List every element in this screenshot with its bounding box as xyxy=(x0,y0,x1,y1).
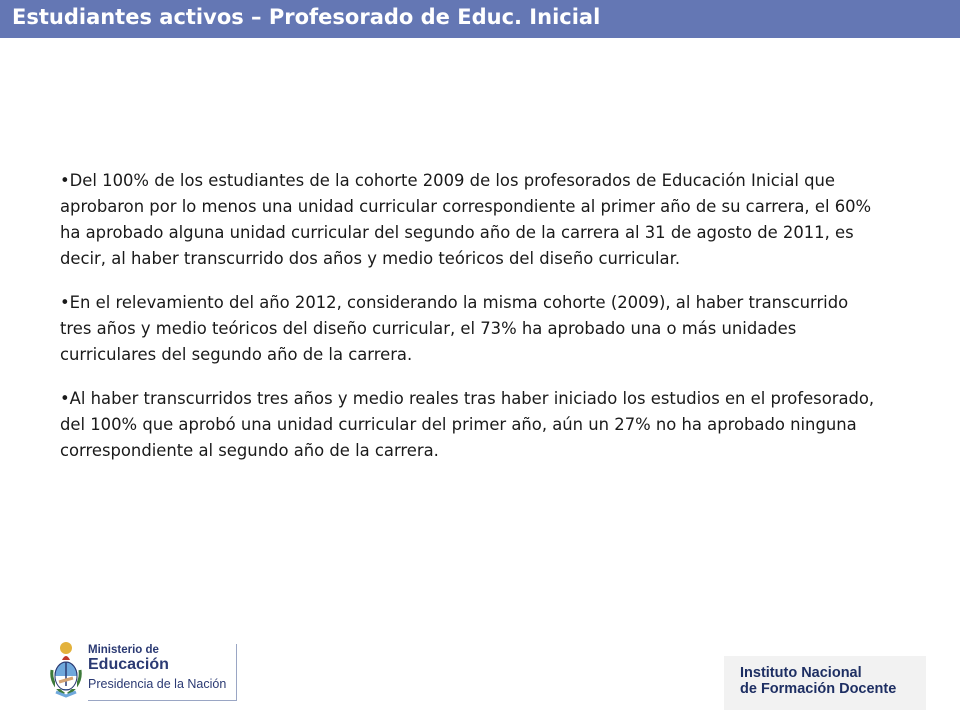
ministry-logo xyxy=(46,640,236,702)
ministry-line1: Ministerio de xyxy=(88,644,159,656)
page-title: Estudiantes activos – Profesorado de Educ. Inicial xyxy=(12,5,601,29)
ministry-line2: Educación xyxy=(88,656,169,673)
infd-line1: Instituto Nacional xyxy=(740,665,862,681)
paragraph-2: •En el relevamiento del año 2012, considerando la misma cohorte (2009), al haber transcurrido tres años y medio teóricos del diseño curricular, el 73% ha aprobado una o más unidades curriculares del segundo año de la carrera. xyxy=(60,293,849,364)
infd-line2: de Formación Docente xyxy=(740,681,897,697)
argentina-coat-of-arms-icon xyxy=(46,640,86,700)
body-content xyxy=(60,168,882,482)
infd-logo xyxy=(724,656,926,710)
infd-text xyxy=(740,665,896,697)
paragraph-1: •Del 100% de los estudiantes de la cohorte 2009 de los profesorados de Educación Inicial que aprobaron por lo menos una unidad curricular correspondiente al primer año de su carrera, el 60% ha aprobado alguna unidad curricular del segundo año de la carrera al 31 de agosto de 2011, es decir, al haber transcurrido dos años y medio teóricos del diseño curricular. xyxy=(60,171,872,268)
paragraph-3: •Al haber transcurridos tres años y medio reales tras haber iniciado los estudios en el profesorado, del 100% que aprobó una unidad curricular del primer año, aún un 27% no ha aprobado ninguna correspondiente al segundo año de la carrera. xyxy=(60,389,875,460)
title-bar xyxy=(0,0,960,38)
ministry-text xyxy=(88,644,237,701)
ministry-line3: Presidencia de la Nación xyxy=(88,677,227,691)
